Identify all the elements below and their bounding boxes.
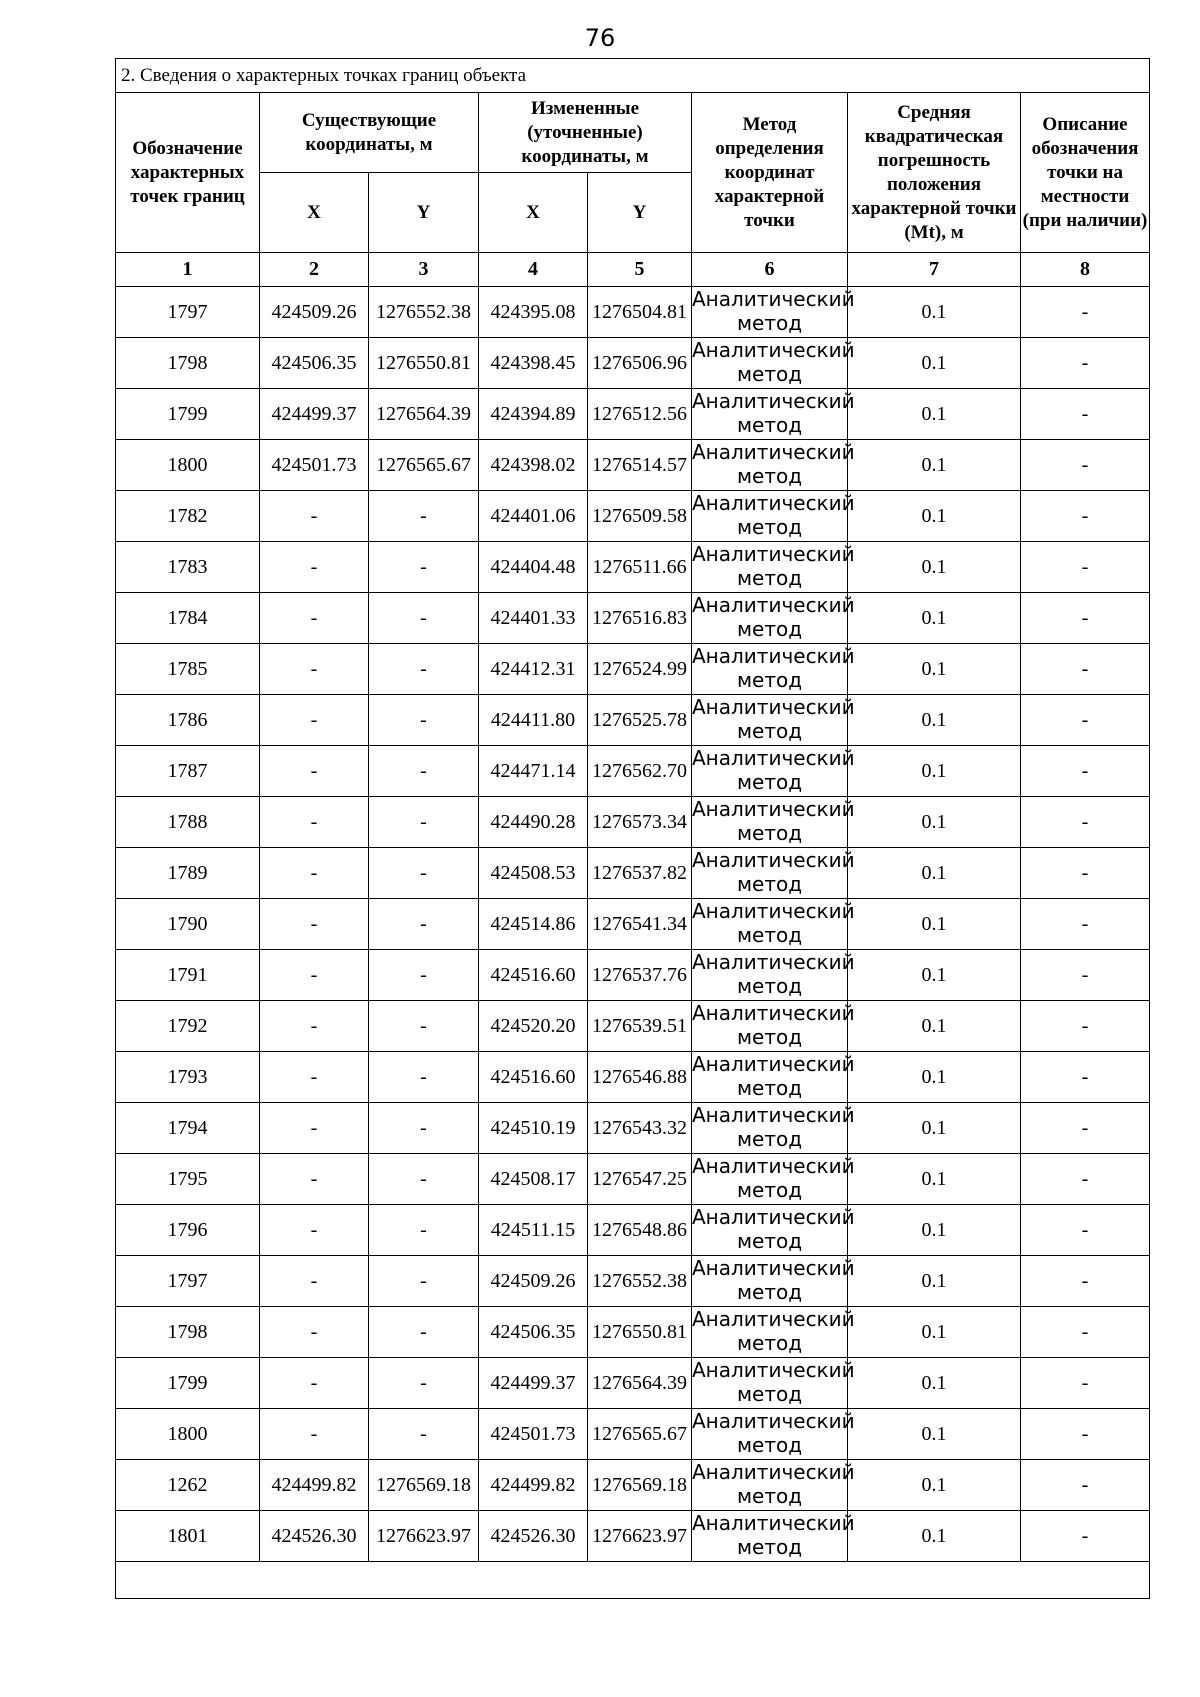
changed-x-cell: 424401.33 bbox=[479, 593, 588, 644]
point-designation-cell: 1794 bbox=[116, 1103, 260, 1154]
changed-y-cell: 1276546.88 bbox=[588, 1052, 692, 1103]
changed-x-cell: 424506.35 bbox=[479, 1307, 588, 1358]
description-cell: - bbox=[1021, 797, 1150, 848]
table-row bbox=[116, 389, 1150, 440]
mean-square-error-cell: 0.1 bbox=[848, 491, 1021, 542]
method-cell: Аналитический метод bbox=[692, 746, 848, 797]
changed-y-cell: 1276509.58 bbox=[588, 491, 692, 542]
changed-y-cell: 1276514.57 bbox=[588, 440, 692, 491]
header-existing-x: X bbox=[260, 173, 369, 253]
mean-square-error-cell: 0.1 bbox=[848, 1307, 1021, 1358]
description-cell: - bbox=[1021, 644, 1150, 695]
description-cell: - bbox=[1021, 1205, 1150, 1256]
method-cell: Аналитический метод bbox=[692, 287, 848, 338]
column-number: 8 bbox=[1021, 253, 1150, 287]
table-row bbox=[116, 1460, 1150, 1511]
existing-y-cell: - bbox=[369, 1409, 479, 1460]
mean-square-error-cell: 0.1 bbox=[848, 593, 1021, 644]
existing-y-cell: - bbox=[369, 644, 479, 695]
table-row bbox=[116, 797, 1150, 848]
page-number: 76 bbox=[584, 24, 616, 52]
existing-x-cell: - bbox=[260, 1154, 369, 1205]
header-existing-coordinates: Существующие координаты, м bbox=[260, 93, 479, 173]
method-cell: Аналитический метод bbox=[692, 1409, 848, 1460]
method-cell: Аналитический метод bbox=[692, 1154, 848, 1205]
point-designation-cell: 1782 bbox=[116, 491, 260, 542]
changed-y-cell: 1276516.83 bbox=[588, 593, 692, 644]
description-cell: - bbox=[1021, 695, 1150, 746]
changed-x-cell: 424516.60 bbox=[479, 1052, 588, 1103]
changed-y-cell: 1276569.18 bbox=[588, 1460, 692, 1511]
existing-y-cell: 1276623.97 bbox=[369, 1511, 479, 1562]
point-designation-cell: 1791 bbox=[116, 950, 260, 1001]
point-designation-cell: 1785 bbox=[116, 644, 260, 695]
existing-x-cell: - bbox=[260, 1358, 369, 1409]
changed-y-cell: 1276541.34 bbox=[588, 899, 692, 950]
header-mean-square-error: Средняя квадратическая погрешность положения характерной точки (Mt), м bbox=[848, 93, 1021, 253]
description-cell: - bbox=[1021, 1307, 1150, 1358]
method-cell: Аналитический метод bbox=[692, 644, 848, 695]
point-designation-cell: 1798 bbox=[116, 338, 260, 389]
existing-x-cell: - bbox=[260, 644, 369, 695]
point-designation-cell: 1789 bbox=[116, 848, 260, 899]
changed-x-cell: 424510.19 bbox=[479, 1103, 588, 1154]
table-row bbox=[116, 338, 1150, 389]
existing-x-cell: 424501.73 bbox=[260, 440, 369, 491]
table-row bbox=[116, 644, 1150, 695]
changed-x-cell: 424508.53 bbox=[479, 848, 588, 899]
changed-y-cell: 1276524.99 bbox=[588, 644, 692, 695]
column-number: 4 bbox=[479, 253, 588, 287]
existing-x-cell: - bbox=[260, 746, 369, 797]
point-designation-cell: 1801 bbox=[116, 1511, 260, 1562]
mean-square-error-cell: 0.1 bbox=[848, 1256, 1021, 1307]
changed-x-cell: 424509.26 bbox=[479, 1256, 588, 1307]
existing-x-cell: - bbox=[260, 695, 369, 746]
table-row bbox=[116, 1307, 1150, 1358]
changed-y-cell: 1276623.97 bbox=[588, 1511, 692, 1562]
mean-square-error-cell: 0.1 bbox=[848, 848, 1021, 899]
boundary-points-table bbox=[115, 58, 1150, 1599]
existing-y-cell: - bbox=[369, 950, 479, 1001]
point-designation-cell: 1799 bbox=[116, 389, 260, 440]
existing-y-cell: - bbox=[369, 1256, 479, 1307]
existing-x-cell: - bbox=[260, 1205, 369, 1256]
mean-square-error-cell: 0.1 bbox=[848, 1103, 1021, 1154]
changed-x-cell: 424471.14 bbox=[479, 746, 588, 797]
changed-y-cell: 1276537.76 bbox=[588, 950, 692, 1001]
point-designation-cell: 1786 bbox=[116, 695, 260, 746]
description-cell: - bbox=[1021, 950, 1150, 1001]
table-row bbox=[116, 695, 1150, 746]
description-cell: - bbox=[1021, 1001, 1150, 1052]
point-designation-cell: 1797 bbox=[116, 1256, 260, 1307]
description-cell: - bbox=[1021, 1154, 1150, 1205]
existing-y-cell: - bbox=[369, 848, 479, 899]
description-cell: - bbox=[1021, 1103, 1150, 1154]
changed-x-cell: 424511.15 bbox=[479, 1205, 588, 1256]
changed-x-cell: 424401.06 bbox=[479, 491, 588, 542]
mean-square-error-cell: 0.1 bbox=[848, 1409, 1021, 1460]
changed-x-cell: 424490.28 bbox=[479, 797, 588, 848]
table-row bbox=[116, 491, 1150, 542]
mean-square-error-cell: 0.1 bbox=[848, 1052, 1021, 1103]
section-title: 2. Сведения о характерных точках границ объекта bbox=[116, 59, 1150, 93]
existing-y-cell: - bbox=[369, 1052, 479, 1103]
table-row bbox=[116, 1256, 1150, 1307]
header-description: Описание обозначения точки на местности (при наличии) bbox=[1021, 93, 1150, 253]
table-row bbox=[116, 1103, 1150, 1154]
description-cell: - bbox=[1021, 1460, 1150, 1511]
existing-y-cell: - bbox=[369, 1205, 479, 1256]
existing-y-cell: - bbox=[369, 797, 479, 848]
existing-y-cell: - bbox=[369, 1307, 479, 1358]
table-row bbox=[116, 1052, 1150, 1103]
existing-y-cell: - bbox=[369, 899, 479, 950]
table-row bbox=[116, 593, 1150, 644]
changed-y-cell: 1276511.66 bbox=[588, 542, 692, 593]
existing-y-cell: - bbox=[369, 1103, 479, 1154]
method-cell: Аналитический метод bbox=[692, 1001, 848, 1052]
mean-square-error-cell: 0.1 bbox=[848, 542, 1021, 593]
mean-square-error-cell: 0.1 bbox=[848, 797, 1021, 848]
method-cell: Аналитический метод bbox=[692, 1358, 848, 1409]
existing-y-cell: - bbox=[369, 491, 479, 542]
existing-y-cell: 1276550.81 bbox=[369, 338, 479, 389]
existing-y-cell: - bbox=[369, 542, 479, 593]
existing-x-cell: 424499.37 bbox=[260, 389, 369, 440]
table-row bbox=[116, 746, 1150, 797]
table-row bbox=[116, 1358, 1150, 1409]
header-changed-x: X bbox=[479, 173, 588, 253]
description-cell: - bbox=[1021, 338, 1150, 389]
changed-y-cell: 1276537.82 bbox=[588, 848, 692, 899]
point-designation-cell: 1799 bbox=[116, 1358, 260, 1409]
point-designation-cell: 1798 bbox=[116, 1307, 260, 1358]
point-designation-cell: 1800 bbox=[116, 440, 260, 491]
description-cell: - bbox=[1021, 440, 1150, 491]
method-cell: Аналитический метод bbox=[692, 1103, 848, 1154]
empty-footer-row bbox=[116, 1562, 1150, 1599]
method-cell: Аналитический метод bbox=[692, 491, 848, 542]
existing-y-cell: 1276569.18 bbox=[369, 1460, 479, 1511]
changed-y-cell: 1276564.39 bbox=[588, 1358, 692, 1409]
method-cell: Аналитический метод bbox=[692, 542, 848, 593]
changed-x-cell: 424395.08 bbox=[479, 287, 588, 338]
point-designation-cell: 1792 bbox=[116, 1001, 260, 1052]
existing-x-cell: - bbox=[260, 491, 369, 542]
existing-x-cell: - bbox=[260, 1103, 369, 1154]
method-cell: Аналитический метод bbox=[692, 440, 848, 491]
existing-x-cell: - bbox=[260, 542, 369, 593]
point-designation-cell: 1790 bbox=[116, 899, 260, 950]
table-row bbox=[116, 848, 1150, 899]
mean-square-error-cell: 0.1 bbox=[848, 338, 1021, 389]
existing-x-cell: - bbox=[260, 1001, 369, 1052]
existing-x-cell: - bbox=[260, 593, 369, 644]
changed-x-cell: 424508.17 bbox=[479, 1154, 588, 1205]
changed-x-cell: 424398.45 bbox=[479, 338, 588, 389]
changed-y-cell: 1276547.25 bbox=[588, 1154, 692, 1205]
mean-square-error-cell: 0.1 bbox=[848, 746, 1021, 797]
table-row bbox=[116, 1001, 1150, 1052]
changed-y-cell: 1276512.56 bbox=[588, 389, 692, 440]
point-designation-cell: 1795 bbox=[116, 1154, 260, 1205]
description-cell: - bbox=[1021, 1511, 1150, 1562]
existing-x-cell: - bbox=[260, 899, 369, 950]
description-cell: - bbox=[1021, 899, 1150, 950]
changed-x-cell: 424412.31 bbox=[479, 644, 588, 695]
mean-square-error-cell: 0.1 bbox=[848, 1460, 1021, 1511]
mean-square-error-cell: 0.1 bbox=[848, 440, 1021, 491]
changed-y-cell: 1276550.81 bbox=[588, 1307, 692, 1358]
changed-y-cell: 1276565.67 bbox=[588, 1409, 692, 1460]
mean-square-error-cell: 0.1 bbox=[848, 1358, 1021, 1409]
existing-x-cell: - bbox=[260, 1307, 369, 1358]
existing-y-cell: - bbox=[369, 1358, 479, 1409]
method-cell: Аналитический метод bbox=[692, 695, 848, 746]
existing-x-cell: 424506.35 bbox=[260, 338, 369, 389]
changed-x-cell: 424520.20 bbox=[479, 1001, 588, 1052]
changed-x-cell: 424514.86 bbox=[479, 899, 588, 950]
point-designation-cell: 1787 bbox=[116, 746, 260, 797]
method-cell: Аналитический метод bbox=[692, 1307, 848, 1358]
description-cell: - bbox=[1021, 389, 1150, 440]
changed-y-cell: 1276573.34 bbox=[588, 797, 692, 848]
method-cell: Аналитический метод bbox=[692, 1205, 848, 1256]
existing-x-cell: 424526.30 bbox=[260, 1511, 369, 1562]
column-number: 1 bbox=[116, 253, 260, 287]
method-cell: Аналитический метод bbox=[692, 338, 848, 389]
changed-y-cell: 1276539.51 bbox=[588, 1001, 692, 1052]
method-cell: Аналитический метод bbox=[692, 1460, 848, 1511]
header-changed-y: Y bbox=[588, 173, 692, 253]
mean-square-error-cell: 0.1 bbox=[848, 644, 1021, 695]
existing-y-cell: - bbox=[369, 695, 479, 746]
mean-square-error-cell: 0.1 bbox=[848, 389, 1021, 440]
method-cell: Аналитический метод bbox=[692, 797, 848, 848]
description-cell: - bbox=[1021, 848, 1150, 899]
mean-square-error-cell: 0.1 bbox=[848, 899, 1021, 950]
description-cell: - bbox=[1021, 491, 1150, 542]
point-designation-cell: 1788 bbox=[116, 797, 260, 848]
changed-x-cell: 424526.30 bbox=[479, 1511, 588, 1562]
header-existing-y: Y bbox=[369, 173, 479, 253]
changed-x-cell: 424411.80 bbox=[479, 695, 588, 746]
changed-x-cell: 424499.82 bbox=[479, 1460, 588, 1511]
changed-x-cell: 424398.02 bbox=[479, 440, 588, 491]
point-designation-cell: 1783 bbox=[116, 542, 260, 593]
existing-y-cell: 1276564.39 bbox=[369, 389, 479, 440]
point-designation-cell: 1262 bbox=[116, 1460, 260, 1511]
point-designation-cell: 1796 bbox=[116, 1205, 260, 1256]
description-cell: - bbox=[1021, 593, 1150, 644]
header-method: Метод определения координат характерной точки bbox=[692, 93, 848, 253]
description-cell: - bbox=[1021, 1409, 1150, 1460]
changed-y-cell: 1276552.38 bbox=[588, 1256, 692, 1307]
method-cell: Аналитический метод bbox=[692, 593, 848, 644]
existing-x-cell: - bbox=[260, 1052, 369, 1103]
method-cell: Аналитический метод bbox=[692, 848, 848, 899]
method-cell: Аналитический метод bbox=[692, 899, 848, 950]
table-row bbox=[116, 1511, 1150, 1562]
method-cell: Аналитический метод bbox=[692, 950, 848, 1001]
table-row bbox=[116, 1409, 1150, 1460]
mean-square-error-cell: 0.1 bbox=[848, 695, 1021, 746]
method-cell: Аналитический метод bbox=[692, 1256, 848, 1307]
point-designation-cell: 1784 bbox=[116, 593, 260, 644]
column-number: 2 bbox=[260, 253, 369, 287]
changed-x-cell: 424499.37 bbox=[479, 1358, 588, 1409]
mean-square-error-cell: 0.1 bbox=[848, 1001, 1021, 1052]
changed-x-cell: 424501.73 bbox=[479, 1409, 588, 1460]
changed-y-cell: 1276548.86 bbox=[588, 1205, 692, 1256]
column-number-row bbox=[116, 253, 1150, 287]
table-row bbox=[116, 1154, 1150, 1205]
existing-x-cell: - bbox=[260, 950, 369, 1001]
changed-y-cell: 1276525.78 bbox=[588, 695, 692, 746]
existing-x-cell: - bbox=[260, 848, 369, 899]
description-cell: - bbox=[1021, 1256, 1150, 1307]
column-number: 6 bbox=[692, 253, 848, 287]
table-row bbox=[116, 542, 1150, 593]
existing-x-cell: - bbox=[260, 1409, 369, 1460]
table-row bbox=[116, 950, 1150, 1001]
changed-x-cell: 424394.89 bbox=[479, 389, 588, 440]
column-number: 3 bbox=[369, 253, 479, 287]
table-row bbox=[116, 440, 1150, 491]
empty-cell bbox=[116, 1562, 1150, 1599]
header-changed-coordinates: Измененные (уточненные) координаты, м bbox=[479, 93, 692, 173]
column-number: 5 bbox=[588, 253, 692, 287]
changed-y-cell: 1276562.70 bbox=[588, 746, 692, 797]
existing-y-cell: - bbox=[369, 1154, 479, 1205]
existing-y-cell: 1276552.38 bbox=[369, 287, 479, 338]
description-cell: - bbox=[1021, 1358, 1150, 1409]
table-row bbox=[116, 287, 1150, 338]
description-cell: - bbox=[1021, 542, 1150, 593]
changed-y-cell: 1276506.96 bbox=[588, 338, 692, 389]
existing-x-cell: - bbox=[260, 1256, 369, 1307]
changed-x-cell: 424516.60 bbox=[479, 950, 588, 1001]
description-cell: - bbox=[1021, 287, 1150, 338]
header-point-designation: Обозначение характерных точек границ bbox=[116, 93, 260, 253]
point-designation-cell: 1793 bbox=[116, 1052, 260, 1103]
point-designation-cell: 1797 bbox=[116, 287, 260, 338]
mean-square-error-cell: 0.1 bbox=[848, 1154, 1021, 1205]
changed-y-cell: 1276543.32 bbox=[588, 1103, 692, 1154]
point-designation-cell: 1800 bbox=[116, 1409, 260, 1460]
mean-square-error-cell: 0.1 bbox=[848, 950, 1021, 1001]
existing-y-cell: - bbox=[369, 593, 479, 644]
existing-y-cell: - bbox=[369, 746, 479, 797]
method-cell: Аналитический метод bbox=[692, 1052, 848, 1103]
existing-y-cell: 1276565.67 bbox=[369, 440, 479, 491]
existing-y-cell: - bbox=[369, 1001, 479, 1052]
changed-y-cell: 1276504.81 bbox=[588, 287, 692, 338]
column-number: 7 bbox=[848, 253, 1021, 287]
table-row bbox=[116, 1205, 1150, 1256]
existing-x-cell: 424499.82 bbox=[260, 1460, 369, 1511]
method-cell: Аналитический метод bbox=[692, 389, 848, 440]
mean-square-error-cell: 0.1 bbox=[848, 287, 1021, 338]
description-cell: - bbox=[1021, 746, 1150, 797]
description-cell: - bbox=[1021, 1052, 1150, 1103]
existing-x-cell: - bbox=[260, 797, 369, 848]
table-row bbox=[116, 899, 1150, 950]
method-cell: Аналитический метод bbox=[692, 1511, 848, 1562]
mean-square-error-cell: 0.1 bbox=[848, 1511, 1021, 1562]
mean-square-error-cell: 0.1 bbox=[848, 1205, 1021, 1256]
changed-x-cell: 424404.48 bbox=[479, 542, 588, 593]
existing-x-cell: 424509.26 bbox=[260, 287, 369, 338]
